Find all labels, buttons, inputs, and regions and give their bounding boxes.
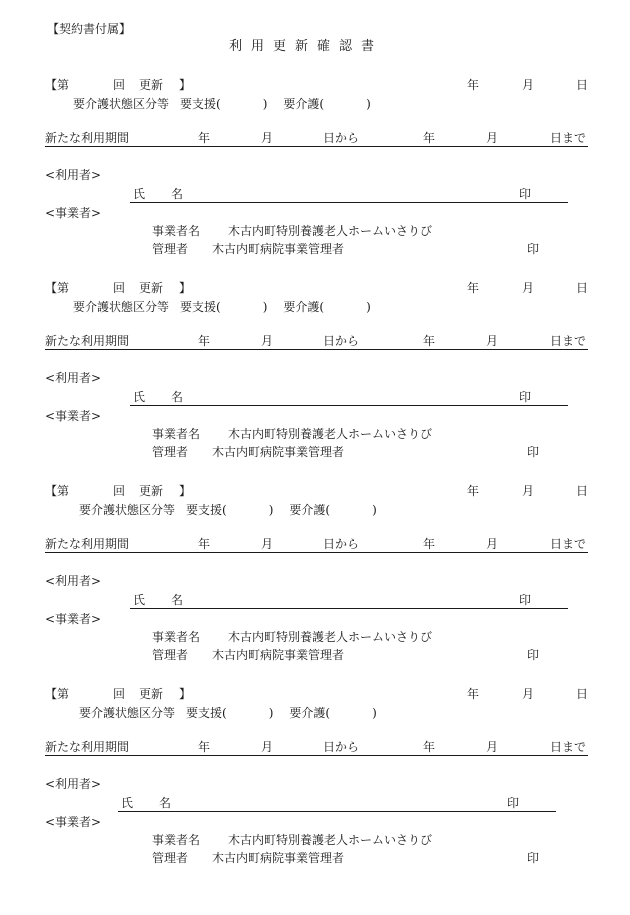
- period-end-month-label: 月: [486, 537, 499, 551]
- user-seal-label: 印: [519, 593, 532, 607]
- provider-name-label: 事業者名: [152, 833, 201, 847]
- user-name-label-shi: 氏: [133, 187, 146, 201]
- renewal-label: 更新: [139, 281, 164, 295]
- manager-name: 木古内町病院事業管理者: [212, 445, 345, 459]
- attachment-label: 【契約書付属】: [47, 22, 132, 36]
- date-month-label: 月: [522, 78, 535, 92]
- period-end-day-label: 日まで: [550, 740, 587, 754]
- date-month-label: 月: [522, 281, 535, 295]
- user-seal-label: 印: [519, 390, 532, 404]
- care-level-label: 要介護(: [283, 97, 325, 111]
- user-heading: <利用者>: [45, 574, 102, 588]
- user-name-label-mei: 名: [171, 593, 184, 607]
- user-name-label-mei: 名: [171, 390, 184, 404]
- care-category-row: [79, 706, 377, 720]
- provider-heading: <事業者>: [45, 206, 102, 220]
- period-start-year-label: 年: [198, 334, 211, 348]
- period-start-day-label: 日から: [323, 334, 360, 348]
- period-end-year-label: 年: [423, 131, 436, 145]
- date-year-label: 年: [467, 687, 480, 701]
- renewal-open-bracket: 【第: [45, 687, 70, 701]
- renewal-open-bracket: 【第: [45, 281, 70, 295]
- renewal-close-bracket: 】: [179, 281, 192, 295]
- period-end-month-label: 月: [486, 334, 499, 348]
- period-underline: [45, 146, 588, 147]
- renewal-open-bracket: 【第: [45, 78, 70, 92]
- user-heading: <利用者>: [45, 371, 102, 385]
- care-level-close: ): [366, 97, 371, 111]
- care-level-close: ): [372, 706, 377, 720]
- manager-name: 木古内町病院事業管理者: [212, 648, 345, 662]
- date-month-label: 月: [522, 484, 535, 498]
- manager-seal-label: 印: [527, 445, 540, 459]
- manager-seal-label: 印: [527, 851, 540, 865]
- date-year-label: 年: [467, 78, 480, 92]
- period-end-day-label: 日まで: [550, 334, 587, 348]
- new-period-label: 新たな利用期間: [45, 740, 130, 754]
- new-period-label: 新たな利用期間: [45, 131, 130, 145]
- renewal-close-bracket: 】: [179, 687, 192, 701]
- user-heading: <利用者>: [45, 168, 102, 182]
- support-level-close: ): [268, 503, 274, 517]
- date-year-label: 年: [467, 484, 480, 498]
- user-name-label-shi: 氏: [121, 796, 134, 810]
- provider-name-label: 事業者名: [152, 224, 201, 238]
- renewal-count-label: 回: [113, 78, 126, 92]
- user-name-label-shi: 氏: [133, 593, 146, 607]
- user-heading: <利用者>: [45, 777, 102, 791]
- support-level-label: 要支援(: [186, 503, 227, 517]
- date-day-label: 日: [576, 484, 589, 498]
- support-level-label: 要支援(: [180, 97, 221, 111]
- care-level-label: 要介護(: [289, 503, 331, 517]
- period-underline: [45, 349, 588, 350]
- manager-seal-label: 印: [527, 648, 540, 662]
- support-level-close: ): [262, 97, 268, 111]
- renewal-count-label: 回: [113, 687, 126, 701]
- period-start-year-label: 年: [198, 131, 211, 145]
- period-start-day-label: 日から: [323, 740, 360, 754]
- care-level-label: 要介護(: [289, 706, 331, 720]
- date-year-label: 年: [467, 281, 480, 295]
- provider-name: 木古内町特別養護老人ホームいさりび: [228, 224, 433, 238]
- period-end-year-label: 年: [423, 334, 436, 348]
- period-start-year-label: 年: [198, 740, 211, 754]
- period-underline: [45, 552, 588, 553]
- manager-seal-label: 印: [527, 242, 540, 256]
- provider-name: 木古内町特別養護老人ホームいさりび: [228, 630, 433, 644]
- period-underline: [45, 755, 588, 756]
- period-start-month-label: 月: [261, 740, 274, 754]
- renewal-count-label: 回: [113, 484, 126, 498]
- support-level-label: 要支援(: [180, 300, 221, 314]
- care-category-row: [79, 503, 377, 517]
- support-level-label: 要支援(: [186, 706, 227, 720]
- period-end-year-label: 年: [423, 537, 436, 551]
- support-level-close: ): [262, 300, 268, 314]
- page-title: 利用更新確認書: [229, 39, 384, 54]
- manager-label: 管理者: [152, 242, 189, 256]
- period-start-month-label: 月: [261, 334, 274, 348]
- manager-label: 管理者: [152, 648, 189, 662]
- period-end-year-label: 年: [423, 740, 436, 754]
- period-end-day-label: 日まで: [550, 537, 587, 551]
- provider-heading: <事業者>: [45, 612, 102, 626]
- renewal-close-bracket: 】: [179, 78, 192, 92]
- user-name-underline[interactable]: [118, 811, 556, 812]
- date-day-label: 日: [576, 281, 589, 295]
- care-category-row: [73, 97, 371, 111]
- period-end-day-label: 日まで: [550, 131, 587, 145]
- period-end-month-label: 月: [486, 131, 499, 145]
- manager-name: 木古内町病院事業管理者: [212, 851, 345, 865]
- manager-label: 管理者: [152, 851, 189, 865]
- period-end-month-label: 月: [486, 740, 499, 754]
- date-day-label: 日: [576, 687, 589, 701]
- care-level-close: ): [372, 503, 377, 517]
- new-period-label: 新たな利用期間: [45, 334, 130, 348]
- provider-name-label: 事業者名: [152, 630, 201, 644]
- period-start-month-label: 月: [261, 537, 274, 551]
- provider-heading: <事業者>: [45, 815, 102, 829]
- user-name-underline[interactable]: [130, 405, 568, 406]
- period-start-day-label: 日から: [323, 131, 360, 145]
- user-seal-label: 印: [507, 796, 520, 810]
- care-category-label: 要介護状態区分等: [73, 97, 170, 111]
- provider-name-label: 事業者名: [152, 427, 201, 441]
- user-name-label-mei: 名: [159, 796, 172, 810]
- renewal-count-label: 回: [113, 281, 126, 295]
- user-name-underline[interactable]: [130, 202, 568, 203]
- care-category-label: 要介護状態区分等: [73, 300, 170, 314]
- manager-label: 管理者: [152, 445, 189, 459]
- support-level-close: ): [268, 706, 274, 720]
- provider-name: 木古内町特別養護老人ホームいさりび: [228, 833, 433, 847]
- period-start-day-label: 日から: [323, 537, 360, 551]
- provider-name: 木古内町特別養護老人ホームいさりび: [228, 427, 433, 441]
- date-day-label: 日: [576, 78, 589, 92]
- renewal-label: 更新: [139, 484, 164, 498]
- renewal-label: 更新: [139, 687, 164, 701]
- user-name-label-shi: 氏: [133, 390, 146, 404]
- period-start-month-label: 月: [261, 131, 274, 145]
- period-start-year-label: 年: [198, 537, 211, 551]
- new-period-label: 新たな利用期間: [45, 537, 130, 551]
- user-seal-label: 印: [519, 187, 532, 201]
- care-category-label: 要介護状態区分等: [79, 503, 176, 517]
- care-level-label: 要介護(: [283, 300, 325, 314]
- provider-heading: <事業者>: [45, 409, 102, 423]
- date-month-label: 月: [522, 687, 535, 701]
- user-name-label-mei: 名: [171, 187, 184, 201]
- renewal-close-bracket: 】: [179, 484, 192, 498]
- care-level-close: ): [366, 300, 371, 314]
- renewal-label: 更新: [139, 78, 164, 92]
- manager-name: 木古内町病院事業管理者: [212, 242, 345, 256]
- renewal-open-bracket: 【第: [45, 484, 70, 498]
- user-name-underline[interactable]: [130, 608, 568, 609]
- care-category-row: [73, 300, 371, 314]
- care-category-label: 要介護状態区分等: [79, 706, 176, 720]
